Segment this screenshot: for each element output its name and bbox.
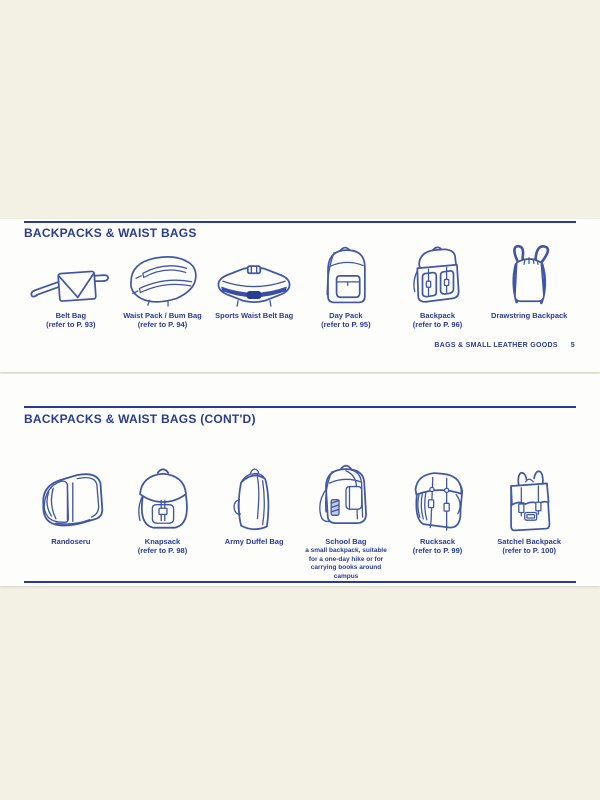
item-label: School Bag <box>325 537 367 546</box>
catalog-item-belt-bag <box>25 243 117 330</box>
item-label: Knapsack <box>144 537 181 546</box>
section-title: BACKPACKS & WAIST BAGS <box>24 226 197 240</box>
catalog-item-sports-waist-belt <box>208 243 300 330</box>
item-label: Drawstring Backpack <box>491 311 568 320</box>
item-ref: (refer to P. 100) <box>502 546 557 556</box>
item-label: Sports Waist Belt Bag <box>215 311 294 320</box>
waist-pack-icon <box>121 248 205 307</box>
section-bottom-rule <box>24 581 576 583</box>
catalog-item-randoseru <box>25 447 117 581</box>
item-label: Randoseru <box>51 537 91 546</box>
catalog-item-satchel-backpack <box>483 447 575 581</box>
catalog-strip-bottom <box>0 374 600 586</box>
catalog-items-row <box>25 447 575 581</box>
randoseru-icon <box>32 467 110 533</box>
knapsack-icon <box>132 464 194 533</box>
item-label: Rucksack <box>420 537 456 546</box>
item-ref: (refer to P. 93) <box>46 320 96 330</box>
catalog-item-day-pack <box>300 243 392 330</box>
item-ref: (refer to P. 98) <box>137 546 188 556</box>
item-ref: (refer to P. 95) <box>321 320 371 330</box>
rucksack-icon <box>406 465 470 533</box>
item-ref: (refer to P. 99) <box>412 546 463 556</box>
catalog-item-army-duffel <box>208 447 300 581</box>
school-bag-icon <box>312 461 380 533</box>
section-rule <box>24 221 576 223</box>
catalog-item-drawstring-backpack <box>483 243 575 330</box>
backpack-icon <box>406 245 470 307</box>
item-label: Army Duffel Bag <box>224 537 284 546</box>
catalog-item-waist-pack <box>117 243 209 330</box>
catalog-item-rucksack <box>392 447 484 581</box>
item-ref: (refer to P. 94) <box>137 320 188 330</box>
footer-label: BAGS & SMALL LEATHER GOODS <box>434 342 558 349</box>
satchel-backpack-icon <box>500 463 558 533</box>
sports-waist-belt-bag-icon <box>209 259 299 307</box>
catalog-item-school-bag <box>300 447 392 581</box>
page-footer <box>434 342 575 349</box>
section-title: BACKPACKS & WAIST BAGS (CONT'D) <box>24 412 256 426</box>
day-pack-icon <box>316 243 376 307</box>
catalog-strip-top <box>0 219 600 372</box>
catalog-item-knapsack <box>117 447 209 581</box>
item-ref: (refer to P. 96) <box>412 320 463 330</box>
item-label: Belt Bag <box>55 311 87 320</box>
catalog-items-row <box>25 243 575 330</box>
item-label: Day Pack <box>329 311 363 320</box>
catalog-item-backpack <box>392 243 484 330</box>
page-number: 5 <box>570 342 575 349</box>
item-label: Backpack <box>420 311 456 320</box>
item-description: a small backpack, suitable for a one-day hike or for carrying books around campus <box>305 547 387 580</box>
drawstring-backpack-icon <box>501 243 557 307</box>
belt-bag-icon <box>28 257 114 307</box>
army-duffel-bag-icon <box>229 463 279 533</box>
item-label: Satchel Backpack <box>497 537 562 546</box>
item-label: Waist Pack / Bum Bag <box>123 311 202 320</box>
section-rule <box>24 406 576 408</box>
